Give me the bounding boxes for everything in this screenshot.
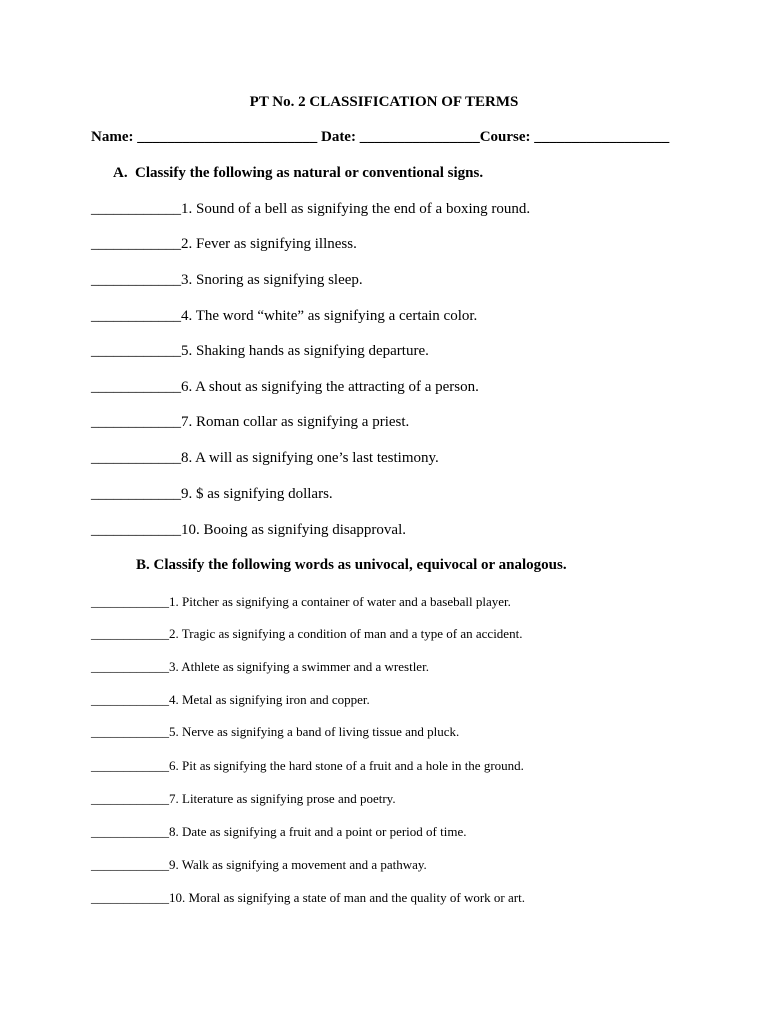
section-a-marker: A.: [113, 165, 128, 181]
item-text: 2. Fever as signifying illness.: [181, 236, 357, 252]
section-a-item-4: [91, 308, 477, 325]
section-b-item-8: [91, 824, 466, 840]
section-a-item-9: [91, 486, 333, 503]
item-text: 9. Walk as signifying a movement and a pathway.: [169, 857, 427, 872]
item-text: 6. A shout as signifying the attracting of a person.: [181, 379, 479, 395]
section-a-item-3: [91, 272, 363, 289]
section-b-item-1: [91, 594, 511, 610]
section-a-item-5: [91, 343, 429, 360]
section-b-item-5: [91, 724, 459, 740]
item-text: 6. Pit as signifying the hard stone of a fruit and a hole in the ground.: [169, 758, 524, 773]
item-text: 8. A will as signifying one’s last testimony.: [181, 450, 439, 466]
section-a-heading: [113, 165, 483, 182]
section-a-instructions: Classify the following as natural or conventional signs.: [135, 165, 484, 181]
answer-blank[interactable]: ____________: [91, 308, 181, 324]
item-text: 10. Booing as signifying disapproval.: [181, 522, 406, 538]
section-b-heading: B. Classify the following words as univocal, equivocal or analogous.: [136, 557, 567, 573]
section-b-item-9: [91, 857, 427, 873]
item-text: 1. Pitcher as signifying a container of water and a baseball player.: [169, 594, 511, 609]
answer-blank[interactable]: ____________: [91, 626, 169, 641]
item-text: 10. Moral as signifying a state of man and the quality of work or art.: [169, 890, 525, 905]
answer-blank[interactable]: ____________: [91, 692, 169, 707]
answer-blank[interactable]: ____________: [91, 236, 181, 252]
answer-blank[interactable]: ____________: [91, 379, 181, 395]
section-b-item-10: [91, 890, 525, 906]
answer-blank[interactable]: ____________: [91, 522, 181, 538]
answer-blank[interactable]: ____________: [91, 659, 169, 674]
answer-blank[interactable]: ____________: [91, 890, 169, 905]
answer-blank[interactable]: ____________: [91, 414, 181, 430]
section-a-item-7: [91, 414, 409, 431]
section-b-item-6: [91, 758, 524, 774]
section-b-item-3: [91, 659, 429, 675]
section-a-item-1: [91, 201, 530, 218]
answer-blank[interactable]: ____________: [91, 758, 169, 773]
item-text: 4. Metal as signifying iron and copper.: [169, 692, 370, 707]
page-title: PT No. 2 CLASSIFICATION OF TERMS: [249, 94, 519, 110]
item-text: 3. Athlete as signifying a swimmer and a wrestler.: [169, 659, 429, 674]
item-text: 5. Shaking hands as signifying departure.: [181, 343, 429, 359]
answer-blank[interactable]: ____________: [91, 201, 181, 217]
answer-blank[interactable]: ____________: [91, 486, 181, 502]
item-text: 1. Sound of a bell as signifying the end of a boxing round.: [181, 201, 531, 217]
item-text: 2. Tragic as signifying a condition of man and a type of an accident.: [169, 626, 523, 641]
answer-blank[interactable]: ____________: [91, 450, 181, 466]
answer-blank[interactable]: ____________: [91, 857, 169, 872]
answer-blank[interactable]: ____________: [91, 724, 169, 739]
item-text: 4. The word “white” as signifying a certain color.: [181, 308, 478, 324]
section-b-item-7: [91, 791, 396, 807]
answer-blank[interactable]: ____________: [91, 594, 169, 609]
section-b-item-2: [91, 626, 522, 642]
item-text: 9. $ as signifying dollars.: [181, 486, 333, 502]
item-text: 3. Snoring as signifying sleep.: [181, 272, 363, 288]
answer-blank[interactable]: ____________: [91, 343, 181, 359]
section-b-item-4: [91, 692, 370, 708]
section-a-item-10: [91, 522, 406, 539]
item-text: 8. Date as signifying a fruit and a point or period of time.: [169, 824, 467, 839]
answer-blank[interactable]: ____________: [91, 791, 169, 806]
section-a-item-2: [91, 236, 357, 253]
section-a-item-6: [91, 379, 479, 396]
answer-blank[interactable]: ____________: [91, 272, 181, 288]
answer-blank[interactable]: ____________: [91, 824, 169, 839]
item-text: 7. Literature as signifying prose and poetry.: [169, 791, 396, 806]
item-text: 7. Roman collar as signifying a priest.: [181, 414, 410, 430]
name-date-course-line: Name: ________________________ Date: ________________Course: __________________: [91, 129, 670, 145]
section-a-item-8: [91, 450, 439, 467]
item-text: 5. Nerve as signifying a band of living tissue and pluck.: [169, 724, 460, 739]
